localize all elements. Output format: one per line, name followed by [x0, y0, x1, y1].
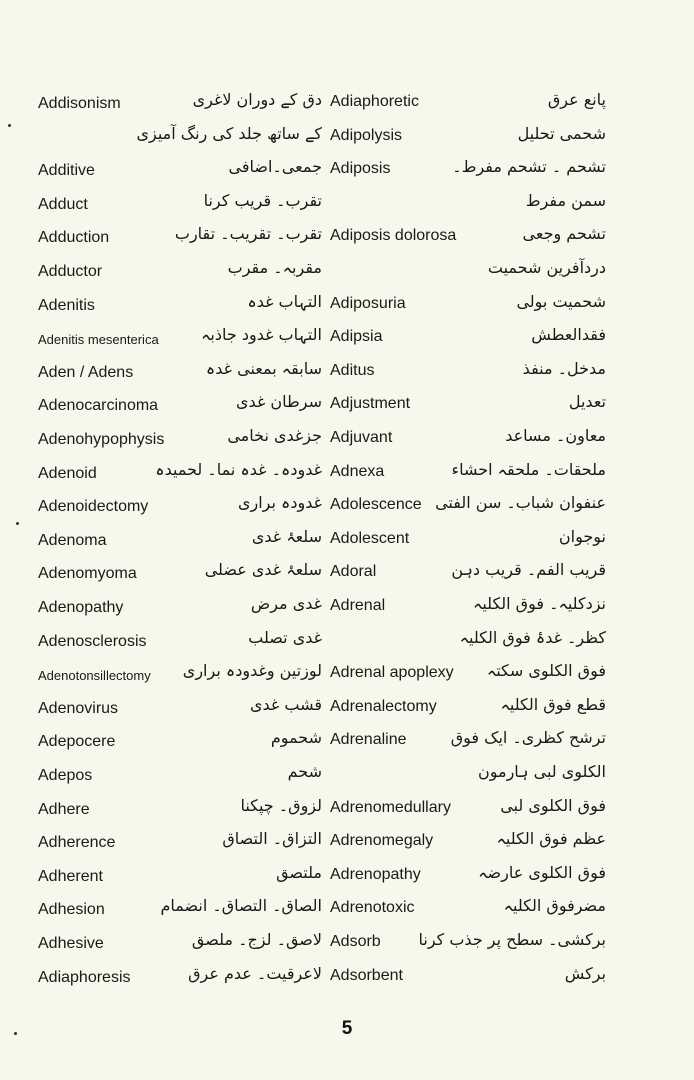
left-translation: غدی مرض [250, 594, 322, 613]
right-term: Adiaphoretic [330, 93, 419, 110]
left-term: Adenoma [38, 531, 107, 549]
page-number: 5 [341, 1018, 353, 1039]
left-translation: التہاب غدہ [247, 291, 322, 311]
right-term: Adrenaline [330, 731, 407, 749]
left-term: Adhere [38, 800, 90, 818]
right-translation: برکشی۔ سطح پر جذب کرنا [418, 930, 606, 949]
entry-row [0, 88, 694, 122]
right-term: Adrenalectomy [330, 697, 437, 715]
entry-row [0, 390, 694, 424]
entry-row [0, 794, 694, 828]
entry-row [0, 491, 694, 525]
entry-row [0, 861, 694, 895]
left-term: Adduction [38, 229, 110, 247]
left-translation: تقرب۔ قریب کرنا [203, 190, 322, 210]
right-term: Adnexa [330, 462, 385, 480]
right-translation: نوجوان [558, 526, 606, 546]
left-translation: مقربہ۔ مقرب [227, 258, 322, 277]
left-translation: جزغدی نخامی [227, 426, 322, 445]
left-translation: دق کے دوران لاغری [192, 90, 322, 109]
right-translation: فقدالعطش [531, 325, 606, 345]
right-translation: فوق الکلوی سکتہ [486, 661, 606, 681]
right-term: Adiposis [330, 160, 391, 178]
right-translation: عظم فوق الکلیہ [496, 829, 606, 849]
right-term: Adipolysis [330, 126, 403, 144]
scan-speck [8, 124, 11, 127]
left-translation: لاصق۔ لزج۔ ملصق [191, 930, 322, 949]
left-term: Adherent [38, 867, 103, 885]
entry-row [0, 155, 694, 189]
scan-speck [14, 1032, 17, 1035]
right-translation: فوق الکلوی عارضہ [478, 862, 606, 882]
left-translation: سلعۂ غدی عضلی [204, 560, 322, 580]
left-translation: جمعی۔اضافی [228, 157, 322, 177]
right-translation: ملحقات۔ ملحقہ احشاء [451, 459, 606, 479]
entry-row [0, 122, 694, 156]
left-term: Adepos [38, 767, 93, 784]
right-term: Adsorbent [330, 966, 403, 984]
left-translation: قشب غدی [249, 694, 322, 714]
entry-row [0, 323, 694, 357]
left-term: Adenomyoma [38, 565, 137, 583]
right-term: Adrenopathy [330, 865, 421, 883]
right-translation: الکلوی لبی ہارمون [477, 762, 606, 781]
left-translation: غدی تصلب [248, 627, 322, 647]
left-translation: غدودہ۔ غدہ نما۔ لحمیدہ [155, 459, 322, 479]
entry-row [0, 894, 694, 928]
right-translation: تشحم وجعی [522, 224, 606, 244]
left-term: Adhesion [38, 901, 105, 919]
left-term: Adenocarcinoma [38, 397, 159, 415]
right-term: Adipsia [330, 328, 383, 346]
right-term: Adrenomedullary [330, 798, 451, 816]
right-translation: تعدیل [568, 392, 606, 412]
left-term: Adenoidectomy [38, 498, 149, 516]
right-term: Adoral [330, 563, 377, 581]
right-translation: کظر۔ غدۂ فوق الکلیہ [459, 627, 606, 647]
entry-row [0, 726, 694, 760]
left-translation: شحموم [270, 728, 322, 748]
left-term: Addisonism [38, 95, 121, 112]
left-term: Adenopathy [38, 599, 124, 616]
left-term: Adenovirus [38, 699, 119, 717]
right-term: Adiposis dolorosa [330, 227, 457, 245]
left-translation: کے ساتھ جلد کی رنگ آمیزی [136, 123, 322, 143]
entry-row [0, 592, 694, 626]
left-translation: لاعرقیت۔ عدم عرق [188, 963, 322, 983]
right-term: Adiposuria [330, 294, 406, 312]
left-translation: غدودہ براری [237, 493, 322, 513]
right-term: Adrenomegaly [330, 832, 434, 850]
left-translation: لزوق۔ چپکنا [240, 795, 322, 815]
right-translation: ترشح کظری۔ ایک فوق [450, 728, 606, 748]
left-term: Adiaphoresis [38, 968, 131, 986]
scan-speck [16, 522, 19, 525]
right-term: Aditus [330, 361, 375, 379]
right-translation: شحمیت بولی [516, 291, 606, 311]
right-term: Adsorb [330, 933, 381, 950]
right-term: Adolescent [330, 529, 410, 547]
left-translation: الصاق۔ التصاق۔ انضمام [160, 896, 322, 916]
entry-row [0, 189, 694, 223]
entry-row [0, 962, 694, 996]
left-term: Adepocere [38, 733, 116, 751]
right-term: Adolescence [330, 496, 422, 514]
right-translation: برکش [564, 963, 606, 983]
right-translation: سمن مفرط [525, 190, 606, 210]
entry-row [0, 693, 694, 727]
left-translation: سرطان غدی [236, 392, 322, 412]
entry-row [0, 290, 694, 324]
right-term: Adrenotoxic [330, 899, 415, 917]
right-translation: دردآفرین شحمیت [487, 258, 606, 277]
left-term: Adenitis mesenterica [38, 332, 159, 348]
entry-row [0, 760, 694, 794]
left-term: Adenoid [38, 464, 97, 482]
right-translation: معاون۔ مساعد [505, 426, 606, 445]
left-translation: شحم [287, 762, 322, 781]
right-translation: شحمی تحلیل [517, 123, 606, 143]
left-translation: تقرب۔ تقریب۔ تقارب [174, 224, 322, 244]
right-translation: مضرفوق الکلیہ [503, 896, 606, 916]
right-term: Adjuvant [330, 429, 393, 446]
entry-row [0, 827, 694, 861]
left-translation: التہاب غدود جاذبہ [201, 325, 322, 345]
right-translation: عنفوان شباب۔ سن الفتی [435, 493, 606, 513]
entry-row [0, 424, 694, 458]
left-term: Adenohypophysis [38, 431, 165, 448]
right-translation: مدخل۔ منفذ [522, 358, 606, 378]
right-term: Adrenal apoplexy [330, 664, 454, 682]
left-translation: سابقہ بمعنی غدہ [205, 358, 322, 378]
right-term: Adjustment [330, 395, 411, 413]
right-translation: فوق الکلوی لبی [500, 795, 606, 815]
right-translation: نزدکلیہ۔ فوق الکلیہ [472, 594, 606, 613]
left-term: Additive [38, 162, 95, 180]
entry-row [0, 626, 694, 660]
entry-row [0, 256, 694, 290]
entry-row [0, 928, 694, 962]
left-translation: ملتصق [276, 862, 322, 882]
entry-row [0, 525, 694, 559]
left-term: Adhesive [38, 935, 104, 952]
left-term: Adductor [38, 263, 103, 280]
entry-row [0, 357, 694, 391]
right-translation: قطع فوق الکلیہ [500, 694, 606, 714]
left-translation: سلعۂ غدی [251, 526, 322, 546]
left-term: Adenitis [38, 296, 95, 314]
right-translation: پانع عرق [547, 90, 606, 109]
entry-row [0, 558, 694, 592]
left-term: Adenotonsillectomy [38, 668, 151, 684]
right-translation: تشحم ۔ تشحم مفرط۔ [452, 157, 606, 177]
left-term: Adenosclerosis [38, 632, 147, 650]
entry-row [0, 458, 694, 492]
entry-row [0, 222, 694, 256]
left-term: Aden / Adens [38, 363, 134, 381]
right-translation: قریب الفم۔ قریب دہن [451, 560, 606, 580]
left-translation: لوزتین وغدودہ براری [182, 661, 322, 681]
entry-row [0, 659, 694, 693]
left-term: Adduct [38, 195, 88, 213]
left-term: Adherence [38, 834, 116, 852]
left-translation: التزاق۔ التصاق [222, 829, 322, 849]
right-term: Adrenal [330, 597, 386, 614]
